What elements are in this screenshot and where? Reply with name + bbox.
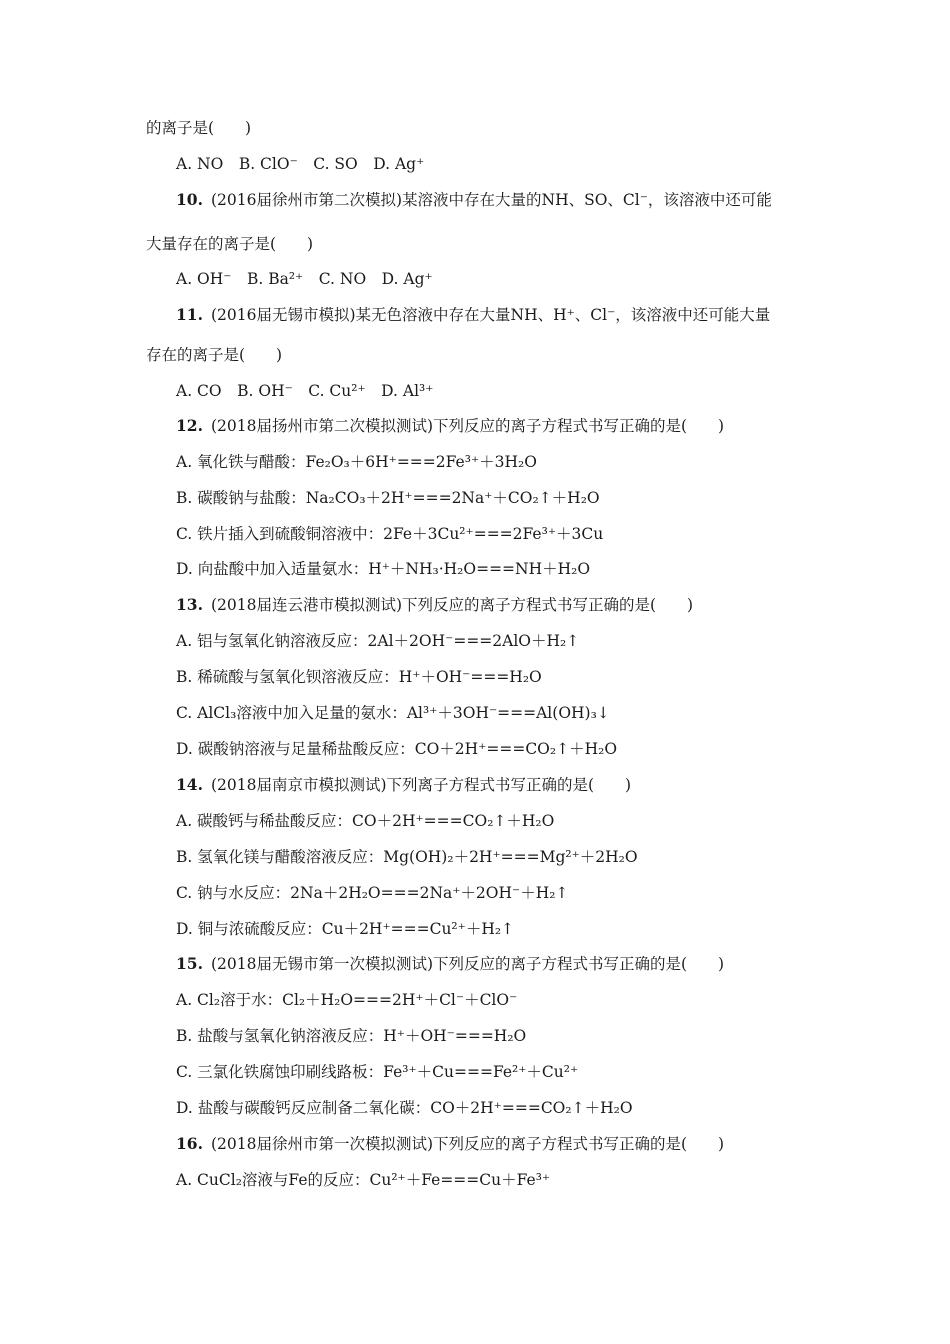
question-text: (2016届无锡市模拟)某无色溶液中存在大量NH、H⁺、Cl⁻，该溶液中还可能大量 [210,306,771,324]
answer-option: C. 钠与水反应：2Na＋2H₂O===2Na⁺＋2OH⁻＋H₂↑ [176,884,569,902]
answer-option: A. 铝与氢氧化钠溶液反应：2Al＋2OH⁻===2AlO＋H₂↑ [176,632,580,650]
question-line [176,775,631,795]
question-number: 16. [176,1134,203,1153]
answer-option: A. CO B. OH⁻ C. Cu²⁺ D. Al³⁺ [176,382,434,400]
question-continuation: 的离子是( ) [146,119,252,137]
answer-option: D. 向盐酸中加入适量氨水：H⁺＋NH₃·H₂O===NH＋H₂O [176,560,591,578]
question-text: (2018届徐州市第一次模拟测试)下列反应的离子方程式书写正确的是( ) [210,1135,725,1153]
question-line [176,595,693,615]
question-line [176,190,772,210]
question-line [176,1134,724,1154]
question-line [176,954,724,974]
question-line [176,416,724,436]
answer-option: B. 稀硫酸与氢氧化钡溶液反应：H⁺＋OH⁻===H₂O [176,668,542,686]
answer-option: A. Cl₂溶于水：Cl₂＋H₂O===2H⁺＋Cl⁻＋ClO⁻ [176,991,518,1009]
answer-option: C. 铁片插入到硫酸铜溶液中：2Fe＋3Cu²⁺===2Fe³⁺＋3Cu [176,525,604,543]
question-text: (2018届连云港市模拟测试)下列反应的离子方程式书写正确的是( ) [210,596,694,614]
question-line [176,305,770,325]
answer-option: A. 氧化铁与醋酸：Fe₂O₃＋6H⁺===2Fe³⁺＋3H₂O [176,453,537,471]
answer-option: A. 碳酸钙与稀盐酸反应：CO＋2H⁺===CO₂↑＋H₂O [176,812,555,830]
answer-option: A. CuCl₂溶液与Fe的反应：Cu²⁺＋Fe===Cu＋Fe³⁺ [176,1171,551,1189]
question-number: 14. [176,775,203,794]
question-text: (2018届无锡市第一次模拟测试)下列反应的离子方程式书写正确的是( ) [210,955,725,973]
answer-option: A. OH⁻ B. Ba²⁺ C. NO D. Ag⁺ [176,270,433,288]
question-continuation: 存在的离子是( ) [146,346,283,364]
question-number: 10. [176,190,203,209]
question-text: (2016届徐州市第二次模拟)某溶液中存在大量的NH、SO、Cl⁻，该溶液中还可能 [210,191,772,209]
answer-option: B. 盐酸与氢氧化钠溶液反应：H⁺＋OH⁻===H₂O [176,1027,527,1045]
question-number: 11. [176,305,203,324]
question-number: 15. [176,954,203,973]
answer-option: D. 铜与浓硫酸反应：Cu＋2H⁺===Cu²⁺＋H₂↑ [176,920,515,938]
answer-option: B. 氢氧化镁与醋酸溶液反应：Mg(OH)₂＋2H⁺===Mg²⁺＋2H₂O [176,848,638,866]
answer-option: C. AlCl₃溶液中加入足量的氨水：Al³⁺＋3OH⁻===Al(OH)₃↓ [176,704,610,722]
question-number: 13. [176,595,203,614]
question-text: (2018届扬州市第二次模拟测试)下列反应的离子方程式书写正确的是( ) [210,417,725,435]
answer-option: B. 碳酸钠与盐酸：Na₂CO₃＋2H⁺===2Na⁺＋CO₂↑＋H₂O [176,489,600,507]
answer-option: D. 盐酸与碳酸钙反应制备二氧化碳：CO＋2H⁺===CO₂↑＋H₂O [176,1099,633,1117]
answer-option: A. NO B. ClO⁻ C. SO D. Ag⁺ [176,155,425,173]
question-continuation: 大量存在的离子是( ) [146,235,314,253]
question-text: (2018届南京市模拟测试)下列离子方程式书写正确的是( ) [210,776,632,794]
question-number: 12. [176,416,203,435]
answer-option: D. 碳酸钠溶液与足量稀盐酸反应：CO＋2H⁺===CO₂↑＋H₂O [176,740,618,758]
answer-option: C. 三氯化铁腐蚀印刷线路板：Fe³⁺＋Cu===Fe²⁺＋Cu²⁺ [176,1063,579,1081]
